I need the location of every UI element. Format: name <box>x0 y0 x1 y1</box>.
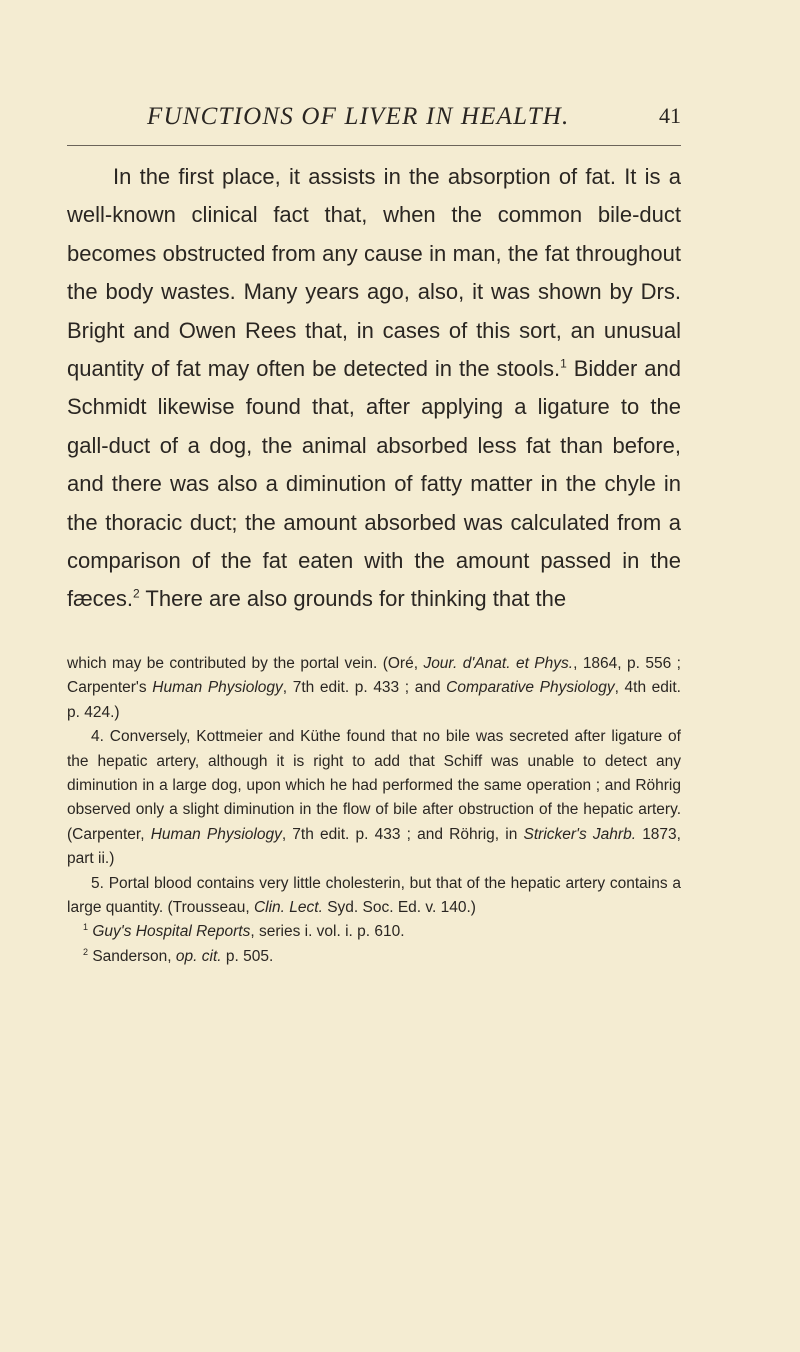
running-title: FUNCTIONS OF LIVER IN HEALTH. <box>147 103 570 130</box>
body-paragraph <box>67 158 681 619</box>
footnote-text: , series i. vol. i. p. 610. <box>250 923 405 941</box>
body-sentence-2: Bidder and Schmidt likewise found that, after applying a ligature to the gall-duct of a dog, the animal absorbed less fat than before, and there was also a diminution of fatty matter in the chyle in the thoracic duct; the amount absorbed was calculated from a comparison of the fat eaten with the amount passed in the fæces. <box>67 356 681 612</box>
running-head <box>67 103 681 137</box>
page-number: 41 <box>659 103 681 128</box>
note-text: , 1864, p. 556 ; Carpenter's <box>67 655 681 697</box>
footnote-marker: 2 <box>83 946 89 957</box>
note-citation: Jour. d'Anat. et Phys. <box>423 655 574 672</box>
note-5 <box>67 872 681 921</box>
footnote-text: Sanderson, <box>92 947 176 965</box>
footnote-citation: Guy's Hospital Reports <box>92 923 251 941</box>
footnote-1 <box>67 920 681 944</box>
note-text: , 4th edit. p. 424.) <box>67 679 681 721</box>
note-text: 1873, part ii.) <box>67 825 681 868</box>
note-text: Syd. Soc. Ed. v. 140.) <box>322 899 476 917</box>
note-text: 4. Conversely, Kottmeier and Küthe found that no bile was secreted after ligature of the hepatic artery, although it is right to add that Schiff was unable to detect any diminution in a large dog, upon which he had performed the same operation ; and Röhrig observed only a slight diminution in the flow of bile after obstruction of the hepatic artery. (Carpenter, <box>67 728 681 843</box>
note-text: 5. Portal blood contains very little cholesterin, but that of the hepatic artery contains a large quantity. (Trousseau, <box>67 874 681 917</box>
footnote-citation: op. cit. <box>175 947 222 965</box>
body-sentence-1: In the first place, it assists in the absorption of fat. It is a well-known clinical fact that, when the common bile-duct becomes obstructed from any cause in man, the fat throughout the body wastes. Many years ago, also, it was shown by Drs. Bright and Owen Rees that, in cases of this sort, an unusual quantity of fat may often be detected in the stools. <box>67 164 681 382</box>
note-text: , 7th edit. p. 433 ; and Röhrig, in <box>281 825 524 843</box>
note-4 <box>67 725 681 871</box>
footnote-2 <box>67 945 681 969</box>
footnote-ref-2: 2 <box>133 587 140 602</box>
note-citation: Human Physiology <box>150 825 282 843</box>
note-citation: Stricker's Jahrb. <box>523 825 637 843</box>
note-text: which may be contributed by the portal vein. (Oré, <box>67 655 424 672</box>
notes-section <box>67 652 681 969</box>
note-text: , 7th edit. p. 433 ; and <box>282 679 447 697</box>
note-citation: Comparative Physiology <box>446 679 615 697</box>
body-sentence-3: There are also grounds for thinking that the <box>139 586 567 612</box>
footnote-text: p. 505. <box>221 947 274 965</box>
footnote-ref-1: 1 <box>560 356 567 371</box>
note-citation: Human Physiology <box>152 679 283 697</box>
note-continuation <box>67 652 681 725</box>
footnote-marker: 1 <box>83 922 89 933</box>
header-rule <box>67 145 681 146</box>
note-citation: Clin. Lect. <box>253 899 323 917</box>
